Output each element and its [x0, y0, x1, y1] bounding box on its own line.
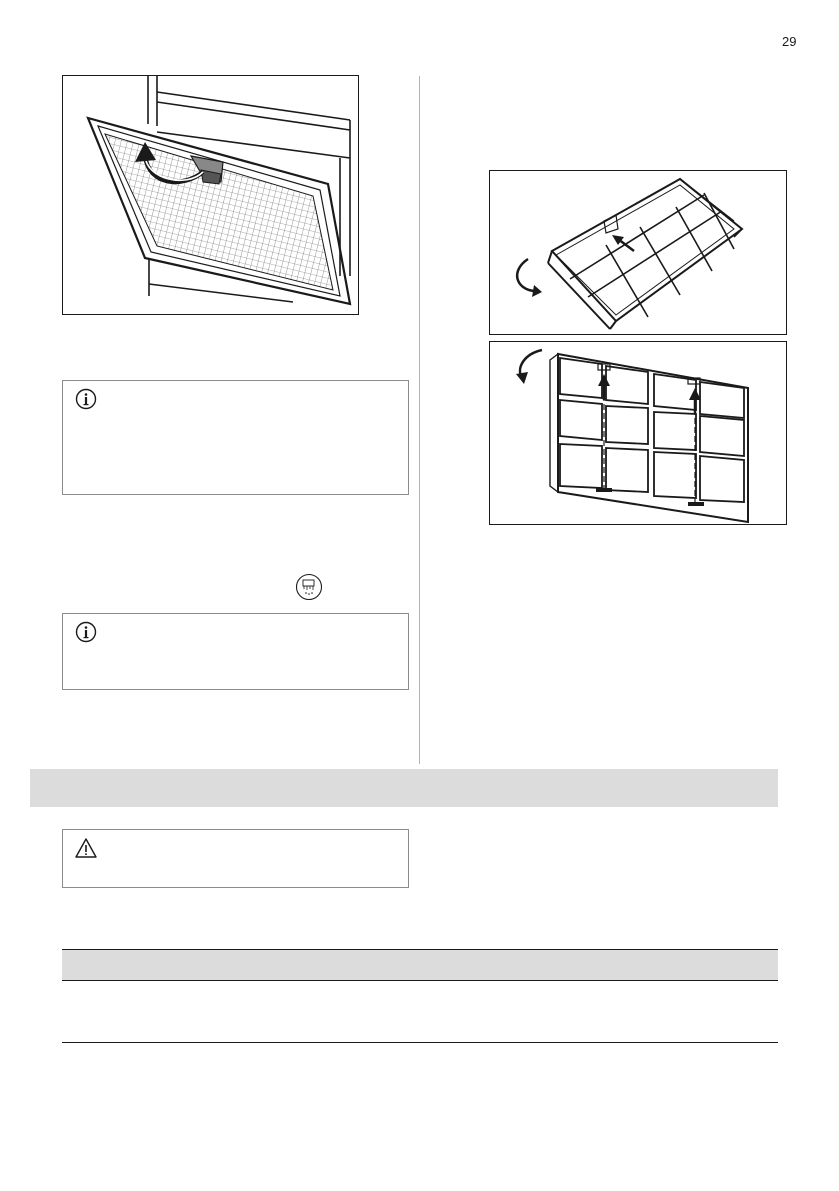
- page-number: 29: [782, 34, 797, 49]
- info-note-2: [62, 613, 409, 690]
- column-divider: [419, 76, 420, 764]
- dishwasher-safe-icon: [295, 573, 323, 601]
- table-header-cell: [493, 950, 778, 980]
- grease-filter-tilt-out-illustration: [63, 76, 358, 314]
- table-cell: [298, 981, 493, 1042]
- table-cell: [493, 981, 778, 1042]
- info-icon: [75, 621, 97, 643]
- warning-note: [62, 829, 409, 888]
- info-icon: [75, 388, 97, 410]
- table-row: [62, 981, 778, 1043]
- charcoal-filter-insert-figure: [489, 341, 787, 525]
- table-header: [62, 949, 778, 981]
- table-header-cell: [62, 950, 298, 980]
- section-heading-band: [30, 769, 778, 807]
- charcoal-filter-insert-illustration: [490, 342, 786, 524]
- charcoal-filter-rotate-illustration: [490, 171, 786, 334]
- grease-filter-figure: [62, 75, 359, 315]
- table-cell: [62, 981, 298, 1042]
- warning-triangle-icon: [75, 837, 97, 859]
- troubleshooting-table: [62, 949, 778, 1043]
- charcoal-filter-rotate-figure: [489, 170, 787, 335]
- table-header-cell: [298, 950, 493, 980]
- info-note-1: [62, 380, 409, 495]
